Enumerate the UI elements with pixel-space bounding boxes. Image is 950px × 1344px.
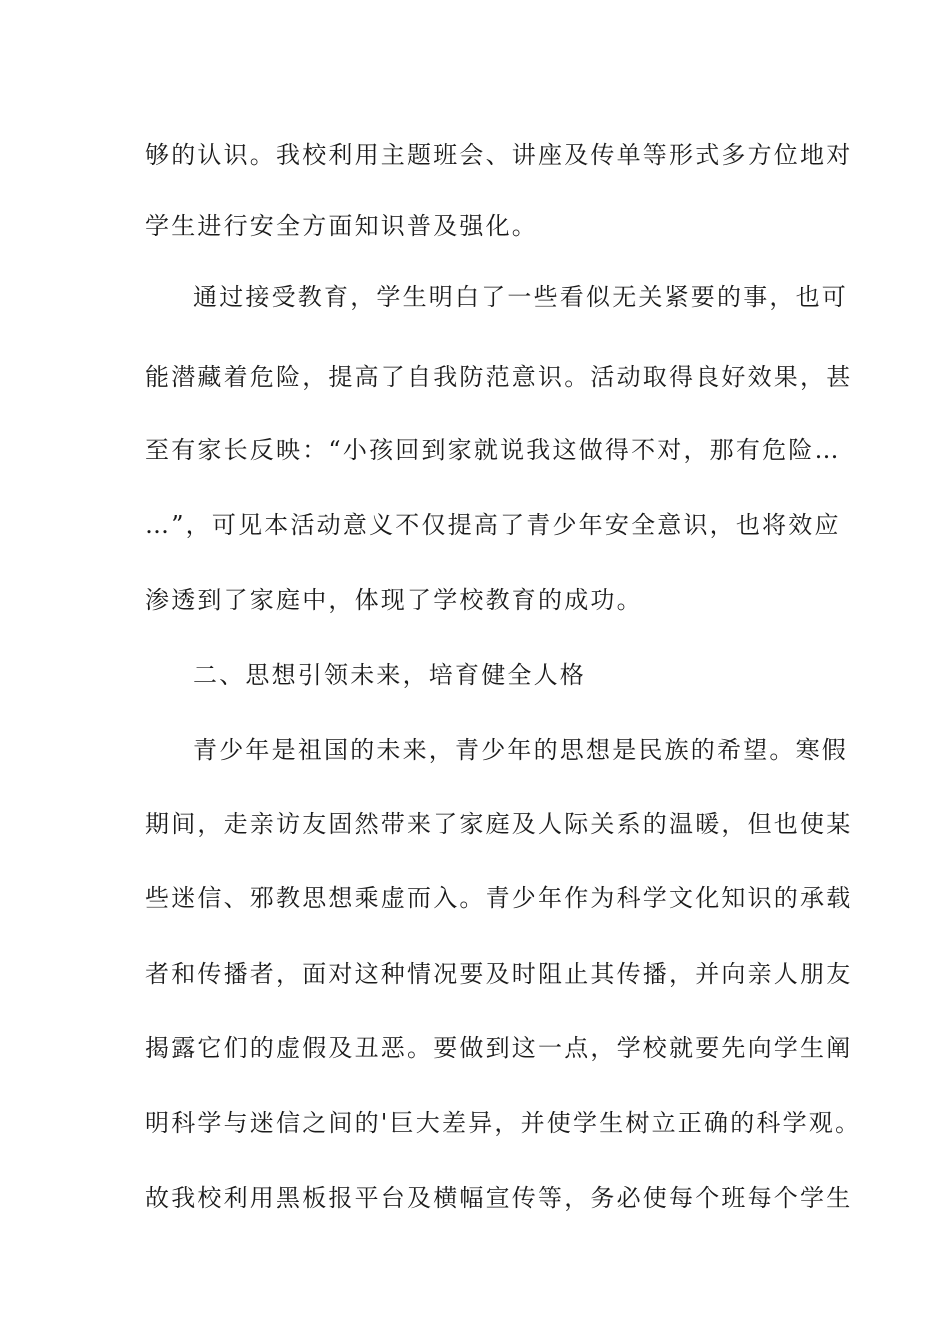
paragraph-line: 渗透到了家庭中，体现了学校教育的成功。 <box>145 586 643 614</box>
paragraph-line: 明科学与迷信之间的'巨大差异，并使学生树立正确的科学观。 <box>145 1109 862 1137</box>
paragraph-line: 至有家长反映：“小孩回到家就说我这做得不对，那有危险… <box>145 436 841 464</box>
paragraph-line: 揭露它们的虚假及丑恶。要做到这一点，学校就要先向学生阐 <box>145 1034 853 1062</box>
paragraph-line: 者和传播者，面对这种情况要及时阻止其传播，并向亲人朋友 <box>145 960 853 988</box>
paragraph-line: …”，可见本活动意义不仅提高了青少年安全意识，也将效应 <box>145 511 841 539</box>
paragraph-line: 故我校利用黑板报平台及横幅宣传等，务必使每个班每个学生 <box>145 1184 853 1212</box>
paragraph-line: 期间，走亲访友固然带来了家庭及人际关系的温暖，但也使某 <box>145 810 853 838</box>
paragraph-line: 学生进行安全方面知识普及强化。 <box>145 212 538 240</box>
paragraph-line: 通过接受教育，学生明白了一些看似无关紧要的事，也可 <box>193 283 848 311</box>
paragraph-line: 青少年是祖国的未来，青少年的思想是民族的希望。寒假 <box>193 736 848 764</box>
paragraph-line: 够的认识。我校利用主题班会、讲座及传单等形式多方位地对 <box>145 141 853 169</box>
section-heading: 二、思想引领未来，培育健全人格 <box>193 661 586 689</box>
paragraph-line: 能潜藏着危险，提高了自我防范意识。活动取得良好效果，甚 <box>145 363 853 391</box>
paragraph-line: 些迷信、邪教思想乘虚而入。青少年作为科学文化知识的承载 <box>145 884 853 912</box>
